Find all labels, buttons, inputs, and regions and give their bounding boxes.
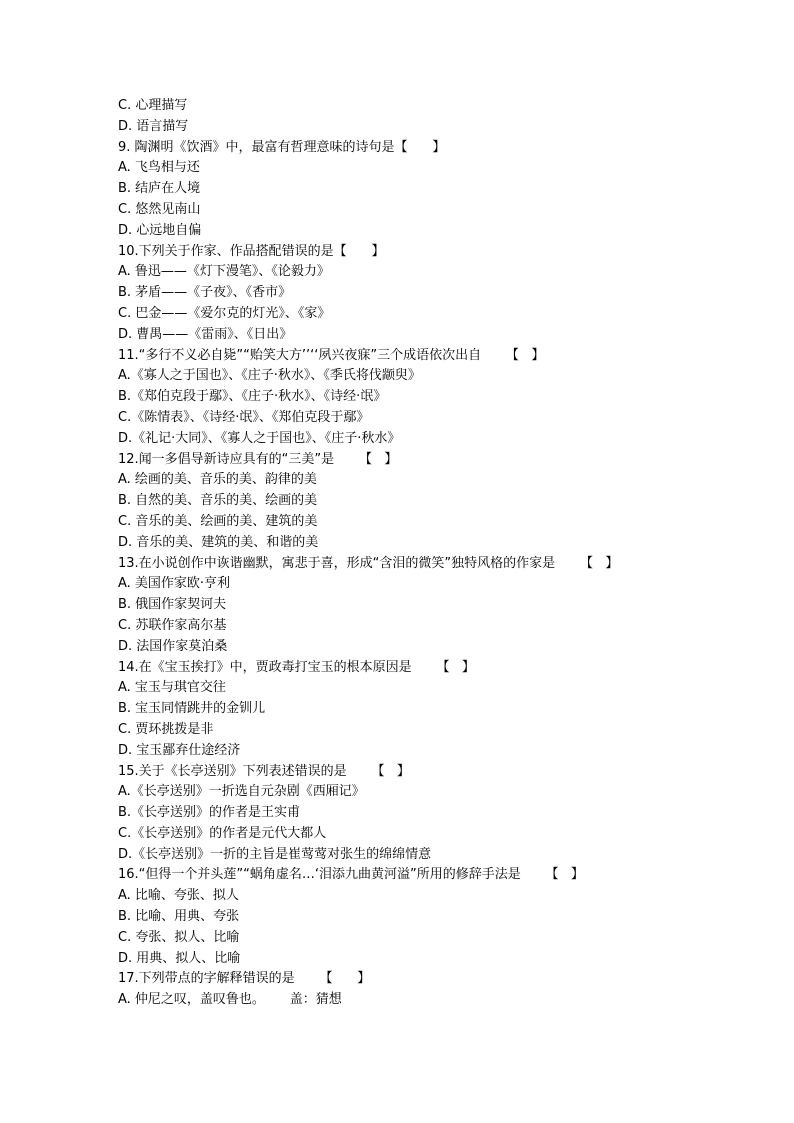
option-line: C. 巴金——《爱尔克的灯光》、《家》 [118, 305, 331, 321]
question-line: 15.关于《长亭送别》下列表述错误的是 【 】 [118, 763, 410, 779]
option-line: C. 悠然见南山 [118, 201, 201, 217]
option-line: A. 仲尼之叹，盖叹鲁也。 盖：猜想 [118, 992, 342, 1008]
option-line: D. 宝玉鄙弃仕途经济 [118, 742, 241, 758]
option-line: B. 俄国作家契诃夫 [118, 597, 227, 613]
document-body [118, 96, 718, 1011]
option-line: D. 语言描写 [118, 118, 189, 134]
option-line: C. 苏联作家高尔基 [118, 617, 227, 633]
question-line: 10.下列关于作家、作品搭配错误的是【 】 [118, 243, 385, 259]
option-line: D. 音乐的美、建筑的美、和谐的美 [118, 534, 319, 550]
question-line: 12.闻一多倡导新诗应具有的“三美”是 【 】 [118, 451, 398, 467]
option-line: A. 绘画的美、音乐的美、韵律的美 [118, 472, 317, 488]
option-line: B. 宝玉同情跳井的金钏儿 [118, 701, 266, 717]
question-line: 13.在小说创作中诙谐幽默，寓悲于喜，形成“含泪的微笑”独特风格的作家是 【 】 [118, 555, 619, 571]
question-line: 16.“但得一个并头莲”“蜗角虚名…‘泪添九曲黄河溢”所用的修辞手法是 【 】 [118, 867, 584, 883]
question-line: 17.下列带点的字解释错误的是 【 】 [118, 971, 371, 987]
option-line: A. 比喻、夸张、拟人 [118, 888, 239, 904]
option-line: D.《长亭送别》一折的主旨是崔莺莺对张生的绵绵情意 [118, 846, 432, 862]
option-line: C.《长亭送别》的作者是元代大都人 [118, 825, 327, 841]
option-line: C.《陈情表》、《诗经·氓》、《郑伯克段于鄢》 [118, 409, 370, 425]
option-line: B. 结庐在人境 [118, 181, 201, 197]
question-line: 9. 陶渊明《饮酒》中，最富有哲理意味的诗句是【 】 [118, 139, 446, 155]
option-line: C. 心理描写 [118, 98, 188, 113]
option-line: C. 夸张、拟人、比喻 [118, 929, 240, 945]
option-line: A.《长亭送别》一折选自元杂剧《西厢记》 [118, 784, 365, 800]
option-line: D. 心远地自偏 [118, 222, 202, 238]
option-line: B. 自然的美、音乐的美、绘画的美 [118, 493, 318, 509]
question-line: 11.“多行不义必自毙”“贻笑大方’’‘‘夙兴夜寐”三个成语依次出自 【 】 [118, 347, 545, 363]
option-line: B.《郑伯克段于鄢》、《庄子·秋水》、《诗经·氓》 [118, 389, 387, 405]
option-line: D. 用典、拟人、比喻 [118, 950, 241, 966]
option-line: A. 美国作家欧·亨利 [118, 576, 231, 592]
option-line: A. 宝玉与琪官交往 [118, 680, 226, 696]
option-line: B. 比喻、用典、夸张 [118, 909, 240, 925]
option-line: A. 鲁迅——《灯下漫笔》、《论毅力》 [118, 264, 330, 280]
option-line: C. 音乐的美、绘画的美、建筑的美 [118, 513, 318, 529]
option-line: A. 飞鸟相与还 [118, 160, 200, 176]
question-line: 14.在《宝玉挨打》中，贾政毒打宝玉的根本原因是 【 】 [118, 659, 475, 675]
option-line: C. 贾环挑拨是非 [118, 721, 214, 737]
option-line: D.《礼记·大同》、《寡人之于国也》、《庄子·秋水》 [118, 430, 401, 446]
option-line: B.《长亭送别》的作者是王实甫 [118, 805, 301, 821]
option-line: A.《寡人之于国也》、《庄子·秋水》、《季氏将伐颛臾》 [118, 368, 421, 384]
option-line: B. 茅盾——《子夜》、《香市》 [118, 285, 292, 301]
option-line: D. 法国作家莫泊桑 [118, 638, 228, 654]
option-line: D. 曹禺——《雷雨》、《日出》 [118, 326, 293, 342]
